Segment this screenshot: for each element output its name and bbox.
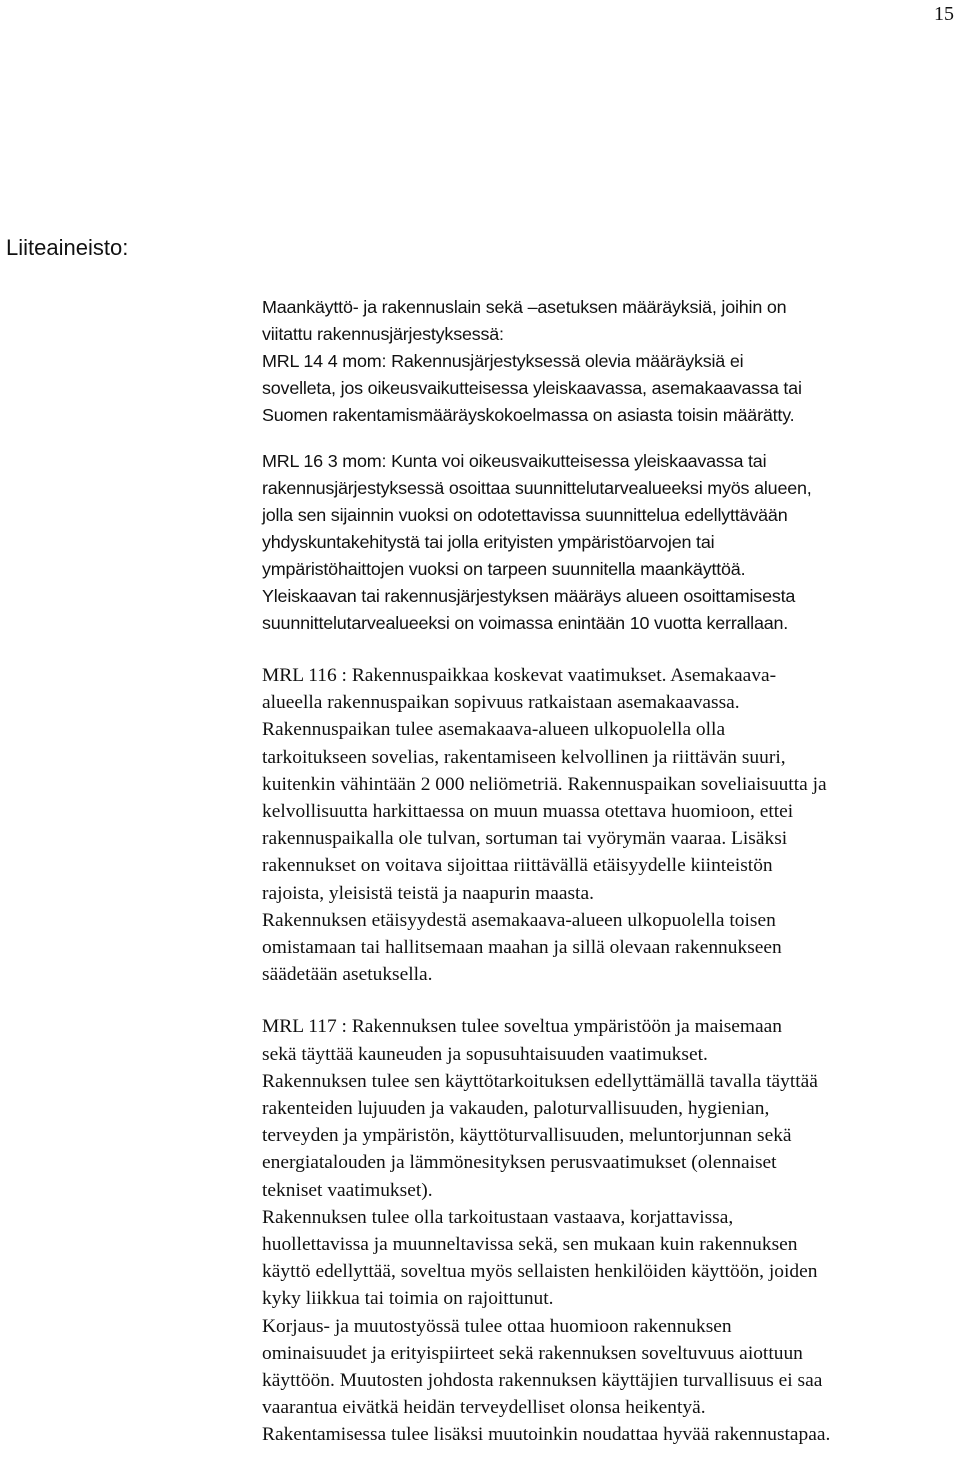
text-line: Rakennuksen tulee olla tarkoitustaan vastaava, korjattavissa, (262, 1206, 734, 1228)
section-heading: Liiteaineisto: (6, 235, 129, 260)
paragraph-mrl-117 (262, 1013, 958, 1448)
text-line: Rakennuspaikan tulee asemakaava-alueen ulkopuolella olla (262, 719, 726, 741)
text-line: MRL 14 4 mom: Rakennusjärjestyksessä olevia määräyksiä ei (262, 351, 744, 371)
text-line: Korjaus- ja muutostyössä tulee ottaa huomioon rakennuksen (262, 1315, 732, 1337)
text-line: Rakentamisessa tulee lisäksi muutoinkin noudattaa hyvää rakennustapaa. (262, 1424, 831, 1446)
text-line: viitattu rakennusjärjestyksessä: (262, 324, 504, 344)
text-line: omistamaan tai hallitsemaan maahan ja sillä olevaan rakennukseen (262, 937, 782, 959)
paragraph-intro (262, 294, 958, 429)
text-line: terveyden ja ympäristön, käyttöturvallisuuden, meluntorjunnan sekä (262, 1125, 792, 1147)
text-line: MRL 16 3 mom: Kunta voi oikeusvaikutteisessa yleiskaavassa tai (262, 451, 767, 471)
text-line: yhdyskuntakehitystä tai jolla erityisten ympäristöarvojen tai (262, 532, 715, 552)
page-number: 15 (934, 3, 954, 25)
text-line: kyky liikkua tai toimia on rajoittunut. (262, 1288, 554, 1310)
text-line: tarkoitukseen sovelias, rakentamiseen kelvollinen ja riittävän suuri, (262, 746, 786, 768)
text-line: vaarantua eivätkä heidän terveydelliset olonsa heikentyä. (262, 1397, 706, 1419)
text-line: tekniset vaatimukset). (262, 1179, 433, 1201)
text-line: jolla sen sijainnin vuoksi on odotettavissa suunnittelua edellyttävään (262, 505, 788, 525)
text-line: Rakennuksen tulee sen käyttötarkoituksen edellyttämällä tavalla täyttää (262, 1070, 818, 1092)
text-line: rakennusjärjestyksessä osoittaa suunnittelutarvealueeksi myös alueen, (262, 478, 812, 498)
document-body (262, 294, 958, 1449)
text-line: Maankäyttö- ja rakennuslain sekä –asetuksen määräyksiä, joihin on (262, 297, 787, 317)
text-line: ominaisuudet ja erityispiirteet sekä rakennuksen soveltuvuus aiottuun (262, 1342, 803, 1364)
text-line: käyttö edellyttää, soveltua myös sellaisten henkilöiden käyttöön, joiden (262, 1261, 818, 1283)
paragraph-mrl-16 (262, 448, 958, 637)
text-line: Suomen rakentamismääräyskokoelmassa on asiasta toisin määrätty. (262, 405, 795, 425)
text-line: kelvollisuutta harkittaessa on muun muassa otettava huomioon, ettei (262, 801, 794, 823)
text-line: säädetään asetuksella. (262, 964, 433, 986)
text-line: rakennukset on voitava sijoittaa riittävällä etäisyydelle kiinteistön (262, 855, 773, 877)
text-line: energiatalouden ja lämmönesityksen perusvaatimukset (olennaiset (262, 1152, 777, 1174)
text-line: rakennuspaikalla ole tulvan, sortuman tai vyörymän vaaraa. Lisäksi (262, 828, 788, 850)
text-line: Yleiskaavan tai rakennusjärjestyksen määräys alueen osoittamisesta (262, 586, 796, 606)
text-line: Rakennuksen etäisyydestä asemakaava-alueen ulkopuolella toisen (262, 909, 776, 931)
text-line: sekä täyttää kauneuden ja sopusuhtaisuuden vaatimukset. (262, 1043, 708, 1065)
text-line: rajoista, yleisistä teistä ja naapurin maasta. (262, 882, 594, 904)
text-line: MRL 117 : Rakennuksen tulee soveltua ympäristöön ja maisemaan (262, 1016, 783, 1038)
paragraph-mrl-116 (262, 662, 958, 988)
text-line: käyttöön. Muutosten johdosta rakennuksen käyttäjien turvallisuus ei saa (262, 1370, 823, 1392)
text-line: huollettavissa ja muunneltavissa sekä, sen mukaan kuin rakennuksen (262, 1234, 798, 1256)
text-line: sovelleta, jos oikeusvaikutteisessa yleiskaavassa, asemakaavassa tai (262, 378, 802, 398)
text-line: suunnittelutarvealueeksi on voimassa enintään 10 vuotta kerrallaan. (262, 613, 789, 633)
text-line: MRL 116 : Rakennuspaikkaa koskevat vaatimukset. Asemakaava- (262, 665, 777, 686)
text-line: ympäristöhaittojen vuoksi on tarpeen suunnitella maankäyttöä. (262, 559, 746, 579)
text-line: kuitenkin vähintään 2 000 neliömetriä. Rakennuspaikan soveliaisuutta ja (262, 773, 827, 795)
text-line: alueella rakennuspaikan sopivuus ratkaistaan asemakaavassa. (262, 692, 740, 714)
text-line: rakenteiden lujuuden ja vakauden, paloturvallisuuden, hygienian, (262, 1098, 770, 1120)
